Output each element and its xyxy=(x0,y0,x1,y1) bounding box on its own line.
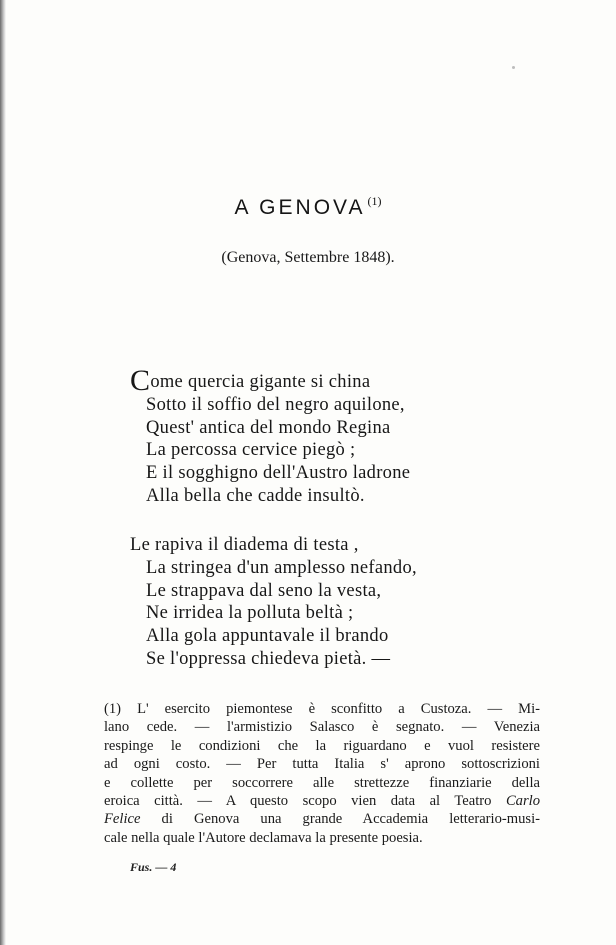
footnote-italic-text: Felice xyxy=(104,811,141,828)
title-footnote-marker: (1) xyxy=(367,194,382,208)
footnote-line: cale nella quale l'Autore declamava la presente poesia. xyxy=(104,829,423,846)
footnote-text: eroica città. — A questo scopo vien data al Teatro xyxy=(104,793,492,810)
footnote-line-with-italic xyxy=(104,810,540,828)
verse-line: La stringea d'un amplesso nefando, xyxy=(146,557,417,578)
verse-line xyxy=(130,364,410,397)
verse-line: La percossa cervice piegò ; xyxy=(146,440,356,461)
paper-speck xyxy=(512,66,515,69)
footnote-line: (1) L' esercito piemontese è sconfitto a Custoza. — Mi- xyxy=(104,701,540,717)
verse-line: Se l'oppressa chiedeva pietà. — xyxy=(146,648,391,669)
verse-line-rest: ome quercia gigante si china xyxy=(150,372,371,392)
stanza-1 xyxy=(130,364,411,508)
page-spine-shadow xyxy=(0,0,6,945)
verse-line: Alla gola appuntavale il brando xyxy=(146,626,389,647)
poem-title xyxy=(0,196,616,220)
verse-line: Le strappava dal seno la vesta, xyxy=(146,580,382,601)
footnote-italic-text: Carlo xyxy=(505,793,540,810)
footnote-text: di Genova una grande Accademia letterario-musi- xyxy=(161,811,540,828)
verse-line: Quest' antica del mondo Regina xyxy=(146,417,391,438)
verse-line: Le rapiva il diadema di testa , xyxy=(130,535,359,555)
footnote-line-with-italic xyxy=(104,792,540,810)
footnote-line: e collette per soccorrere alle strettezze finanziarie della xyxy=(104,774,540,791)
poem-title-text: A GENOVA xyxy=(234,196,366,219)
verse-line: Sotto il soffio del negro aquilone, xyxy=(146,394,405,415)
verse-line: Ne irridea la polluta beltà ; xyxy=(146,603,354,624)
verse-line: E il sogghigno dell'Austro ladrone xyxy=(146,463,411,484)
stanza-2 xyxy=(130,534,417,671)
footnote xyxy=(104,700,540,847)
drop-cap: C xyxy=(130,364,151,397)
footnote-line: ad ogni costo. — Per tutta Italia s' aprono sottoscrizioni xyxy=(104,756,540,773)
verse-line: Alla bella che cadde insultò. xyxy=(146,485,365,506)
footnote-line: respinge le condizioni che la riguardano e vuol resistere xyxy=(104,737,540,754)
printer-signature-mark: Fus. — 4 xyxy=(130,860,177,874)
poem-subtitle: (Genova, Settembre 1848). xyxy=(221,249,395,266)
footnote-line: lano cede. — l'armistizio Salasco è segnato. — Venezia xyxy=(104,719,540,736)
